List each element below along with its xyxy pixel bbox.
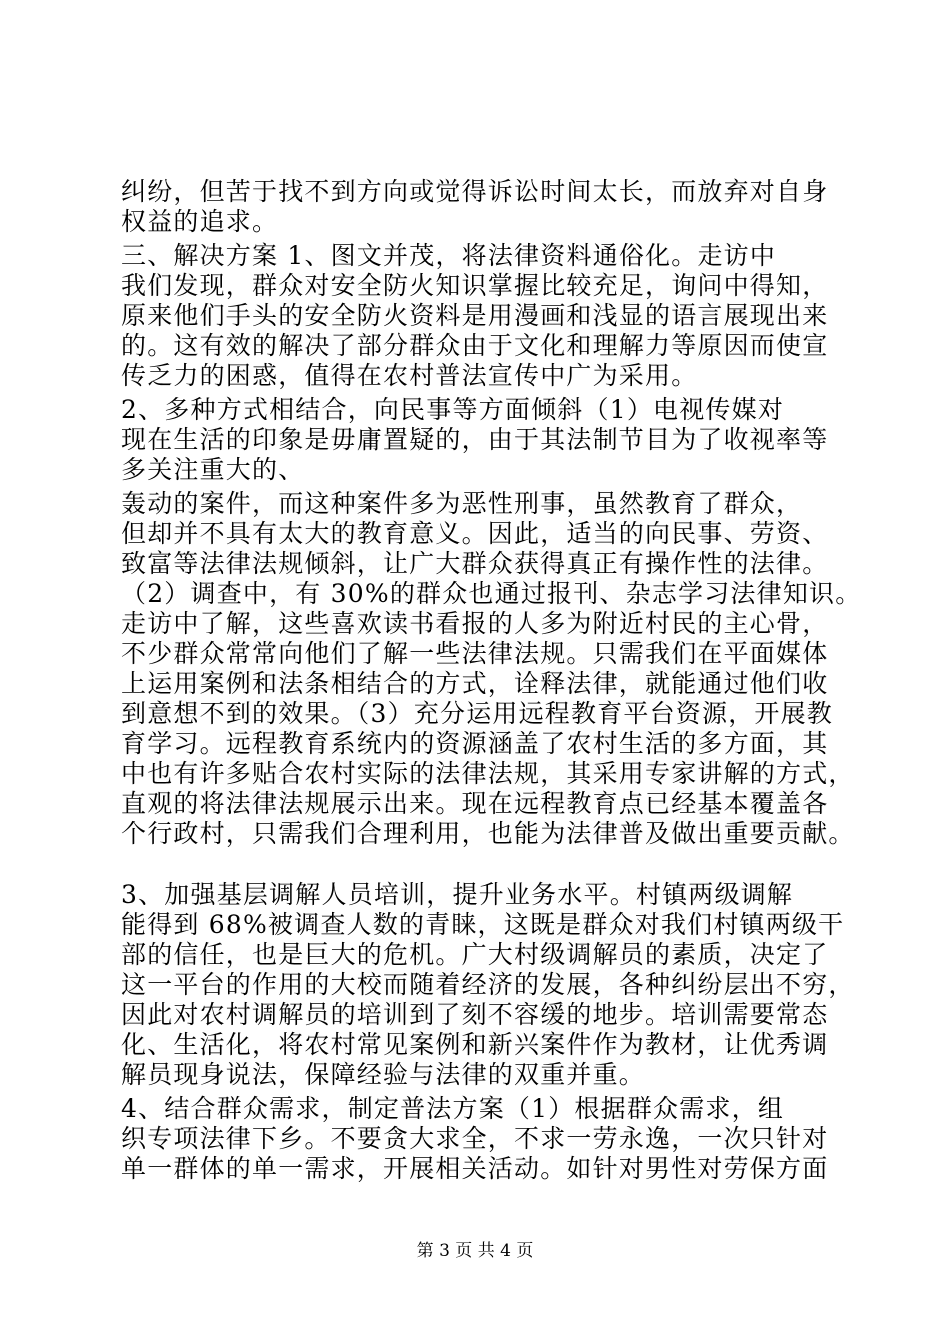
- text-line: 部的信任，也是巨大的危机。广大村级调解员的素质，决定了: [121, 940, 829, 969]
- text-line: 原来他们手头的安全防火资料是用漫画和浅显的语言展现出来: [121, 301, 829, 330]
- text-line: 解员现身说法，保障经验与法律的双重并重。: [121, 1060, 646, 1089]
- text-line: 因此对农村调解员的培训到了刻不容缓的地步。培训需要常态: [121, 1000, 829, 1029]
- text-line: 致富等法律法规倾斜，让广大群众获得真正有操作性的法律。: [121, 549, 829, 578]
- text-line: 中也有许多贴合农村实际的法律法规，其采用专家讲解的方式，: [121, 759, 855, 788]
- text-line: 上运用案例和法条相结合的方式，诠释法律，就能通过他们收: [121, 669, 829, 698]
- text-line: 3、加强基层调解人员培训，提升业务水平。村镇两级调解: [121, 880, 794, 909]
- text-line: 这一平台的作用的大校而随着经济的发展，各种纠纷层出不穷，: [121, 970, 855, 999]
- text-line: 传乏力的困惑，值得在农村普法宣传中广为采用。: [121, 361, 698, 390]
- text-line: 4、结合群众需求，制定普法方案（1）根据群众需求，组: [121, 1094, 785, 1123]
- text-line: 多关注重大的、: [121, 455, 305, 484]
- text-line: 不少群众常常向他们了解一些法律法规。只需我们在平面媒体: [121, 639, 829, 668]
- text-line: 权益的追求。: [121, 207, 279, 236]
- text-line: 纠纷，但苦于找不到方向或觉得诉讼时间太长，而放弃对自身: [121, 177, 829, 206]
- text-line: 轰动的案件，而这种案件多为恶性刑事，虽然教育了群众，: [121, 489, 803, 518]
- page-number-footer: 第 3 页 共 4 页: [416, 1241, 534, 1261]
- text-line: 的。这有效的解决了部分群众由于文化和理解力等原因而使宣: [121, 331, 829, 360]
- text-line: 化、生活化，将农村常见案例和新兴案件作为教材，让优秀调: [121, 1030, 829, 1059]
- text-line: 能得到 68%被调查人数的青睐，这既是群众对我们村镇两级干: [121, 910, 845, 939]
- text-line: 我们发现，群众对安全防火知识掌握比较充足，询问中得知，: [121, 271, 829, 300]
- text-line: 织专项法律下乡。不要贪大求全，不求一劳永逸，一次只针对: [121, 1124, 829, 1153]
- text-line: 但却并不具有太大的教育意义。因此，适当的向民事、劳资、: [121, 519, 829, 548]
- text-line: 现在生活的印象是毋庸置疑的，由于其法制节目为了收视率等: [121, 425, 829, 454]
- text-line: 2、多种方式相结合，向民事等方面倾斜（1）电视传媒对: [121, 395, 785, 424]
- text-line: 个行政村，只需我们合理利用，也能为法律普及做出重要贡献。: [121, 819, 855, 848]
- text-line: 到意想不到的效果。（3）充分运用远程教育平台资源，开展教: [121, 699, 834, 728]
- text-line: （2）调查中，有 30%的群众也通过报刊、杂志学习法律知识。: [121, 579, 862, 608]
- text-line: 单一群体的单一需求，开展相关活动。如针对男性对劳保方面: [121, 1154, 829, 1183]
- text-line: 走访中了解，这些喜欢读书看报的人多为附近村民的主心骨，: [121, 609, 829, 638]
- text-line: 三、解决方案 1、图文并茂，将法律资料通俗化。走访中: [121, 241, 777, 270]
- text-line: 直观的将法律法规展示出来。现在远程教育点已经基本覆盖各: [121, 789, 829, 818]
- text-line: 育学习。远程教育系统内的资源涵盖了农村生活的多方面，其: [121, 729, 829, 758]
